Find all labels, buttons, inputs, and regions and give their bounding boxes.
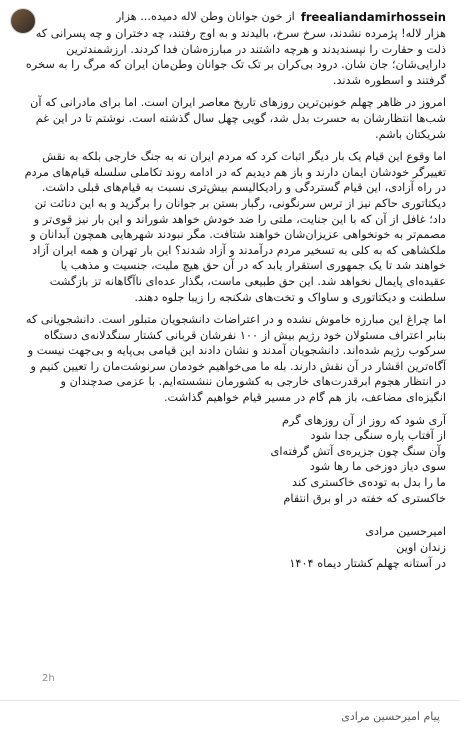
post-paragraph: اما چراغ این مبارزه خاموش نشده و در اعتراضات دانشجویان متبلور است. دانشجویانی که بنابر اعتراف مسئولان خود رژیم بیش از ۱۰۰ نفرشان قربانی کشتار سنگدلانه‌ی دستگاه سرکوب رژیم شده‌اند. دانشجویان آمدند و نشان دادند این قیامی بی‌پایه و بی‌جهت نیست و آگاه‌ترین اقشار در آن نقش دارند. بله ما می‌خواهیم خودمان سرنوشت‌مان را تعیین کنیم و در انتظار هجوم ابرقدرت‌های خارجی به کشورمان ننشسته‌ایم. با عزمی صدچندان و انگیزه‌ای مضاعف، باز هم گام در مسیر قیام خواهیم گذاشت. [25, 313, 446, 405]
signature [18, 524, 446, 572]
post-paragraph: اما وقوع این قیام یک بار دیگر اثبات کرد که مردم ایران نه به جنگ خارجی بلکه به نقش تغییرگر خودشان ایمان دارند و باز هم دیدیم که در ادامه روند تکاملی سلسله قیام‌های مردم در راه آزادی، این قیام گستردگی و رادیکالیسم بیش‌تری نسبت به قیام‌های قبلی داشت. دیکتاتوری حاکم نیز از ترس سرنگونی، رگبار بستن بر جوانان را برگزید و به این دنائت تن داد؛ غافل از آن که با این جنایت، ملتی را ضد خودش خواهد شوراند و این بار نیز قوی‌تر و مصمم‌تر به خونخواهی عزیزان‌شان خواهند شتافت. مگر نبودند شهرهایی همچون آبدانان و ملکشاهی که به کلی به تسخیر مردم درآمدند و آزاد شدند؟ این بار تهران و همه ایران آزاد خواهند شد تا یک جمهوری استقرار یابد که در آن حق هیچ ملیت، جنسیت و مذهب یا عقیده‌ای پایمال نخواهد شد. این حق طبیعی ماست، بگذار عده‌ای ناآگاهانه تز بازگشت سلطنت و دیکتاتوری و ساواک و تخت‌های شکنجه را زیبا جلوه دهند. [24, 150, 446, 304]
post-first-line: از خون جوانان وطن لاله دمیده... هزار [115, 10, 295, 23]
post-paragraph: هزار لاله! پژمرده نشدند، سرخ سرخ، بالیدند و به اوج رفتند، چه دختران و چه پسرانی که ذلت و حقارت را نپسندیدند و هرچه داشتند در مبارزه‌شان فدا کردند. ارزشمندترین دارایی‌شان؛ جان شان. درود بی‌کران بر تک تک جوانان وطن‌مان ایران که مرگ را به سخره گرفتند و اسطوره شدند. [25, 27, 446, 87]
poem-line: سوی دیاز دوزخی ما رها شود [309, 460, 446, 474]
signature-name: امیرحسین مرادی [365, 525, 446, 539]
post-header [40, 10, 446, 24]
username[interactable]: freealiandamirhossein [300, 10, 446, 24]
poem-line: خاکستری که خفته در او برق انتقام [283, 491, 446, 505]
signature-date: در آستانه چهلم کشتار دیماه ۱۴۰۴ [289, 557, 446, 571]
poem-line: ما را بدل به توده‌ی خاکستری کند [292, 476, 446, 490]
post-body [18, 26, 446, 572]
poem-line: وآن سنگ چون جزیره‌ی آتش گرفته‌ای [270, 444, 446, 458]
post-timestamp: 2h [42, 673, 55, 684]
post-paragraph: امروز در ظاهر چهلم خونین‌ترین روزهای تاریخ معاصر ایران است. اما برای مادرانی که آن شب‌ها انتظارشان به حسرت بدل شد، گویی چهل سال گذشته است. نوشتم تا در این غم شریکتان باشم. [30, 96, 446, 141]
poem [18, 413, 446, 507]
poem-line: آری شود که روز از آن روزهای گرم [282, 413, 446, 427]
poem-line: از آفتاب پاره سنگی جدا شود [310, 429, 446, 443]
signature-place: زندان اوین [396, 541, 446, 555]
image-caption: پیام امیرحسین مرادی [341, 710, 440, 723]
